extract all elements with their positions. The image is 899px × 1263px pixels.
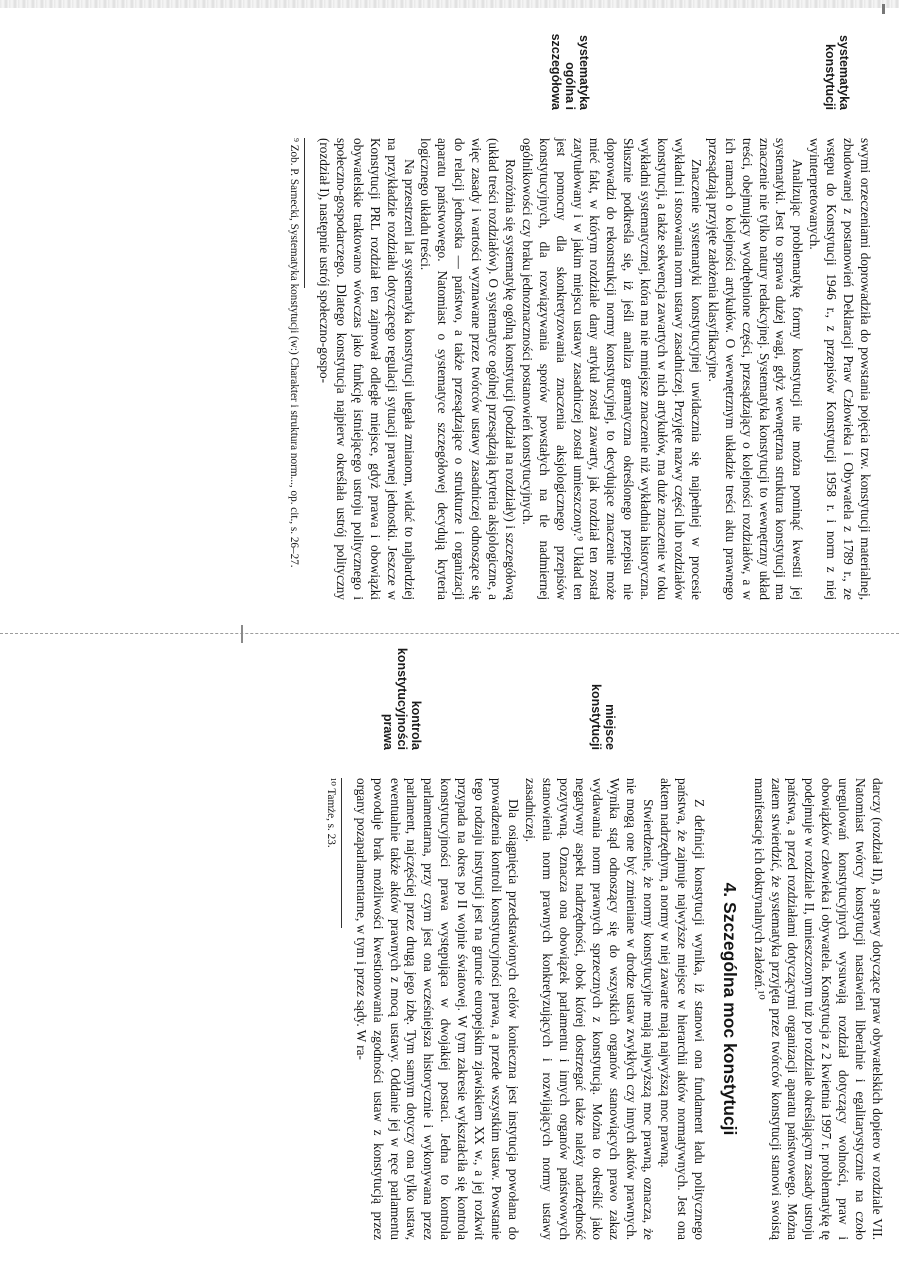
footnote: ¹⁰ Tamże, s. 23. xyxy=(324,778,337,848)
page-fold-line xyxy=(0,633,899,634)
upper-page xyxy=(0,0,899,620)
paragraph: Stwierdzenie, że normy konstytucyjne mają najwyższą moc prawną, oznacza, że nie mogą one być zmieniane w drodze ustaw zwykłych czy innych aktów prawnych. Wynika stąd odnoszący się do wszystkich organów stanowiących prawo zakaz wydawania norm prawnych sprzecznych z konstytucją. Można to określić jako negatywny aspekt nadrzędności, obok której dostrzegać także należy nadrzędność pozytywną. Oznacza ona obowiązek parlamentu i innych organów państwowych stanowienia norm prawnych konkretyzujących i rozwijających normy ustawy zasadniczej. xyxy=(522,778,657,1240)
footnote-rule xyxy=(341,778,342,928)
section-heading: 4. Szczególna moc konstytucji xyxy=(719,882,740,1136)
paragraph: Znaczenie systematyki konstytucyjnej uwidacznia się najpełniej w procesie wykładni i stosowania norm ustawy zasadniczej. Przyjęte nazwy części lub rozdziałów konstytucji, a także sekwencja zawartych w nich artykułów, ma duże znaczenie w toku wykładni systematycznej, która ma nie mniejsze znaczenie niż wykładnia historyczna. Słusznie podkreśla się, iż jeśli analiza gramatyczna określonego przepisu nie doprowadzi do rekonstrukcji normy konstytucyjnej, to decydujące znaczenie może mieć fakt, w którym rozdziale dany artykuł został zawarty, jak rozdział ten został zatytułowany i w jakim miejscu ustawy zasadniczej został umieszczony.⁹ Układ ten jest pomocny dla skonkretyzowania znaczenia aksjologicznego przepisów konstytucyjnych, dla rozwiązywania sporów powstałych na tle nadmiernej ogólnikowości czy braku jednoznaczności postanowień konstytucyjnych. xyxy=(519,138,704,600)
footnote-rule xyxy=(304,138,305,288)
paragraph: Na przestrzeni lat systematyka konstytucji ulegała zmianom, widać to najbardziej na przykładzie rozdziału dotyczącego regulacji sytuacji prawnej jednostki. Jeszcze w Konstytucji PRL rozdział ten zajmował odległe miejsce, gdyż prawa i obowiązki obywatelskie traktowano wówczas jako funkcję istniejącego ustroju politycznego i społeczno-gospodarczego. Dlatego konstytucja najpierw określała ustrój polityczny (rozdział I), następnie ustrój społeczno-gospo- xyxy=(317,138,417,600)
lower-page xyxy=(0,640,899,1260)
paragraph: Analizując problematykę formy konstytucji nie można pominąć kwestii jej systematyki. Jest to sprawa dużej wagi, gdyż wewnętrzna struktura konstytucji ma znaczenie nie tylko natury redakcyjnej. Systematyka konstytucji to wewnętrzny układ treści, obejmujący wyodrębnione części, przesądzający o kolejności rozdziałów, a w ich ramach o kolejności artykułów. O wewnętrznym układzie treści aktu prawnego przesądzają przyjęte założenia klasyfikacyjne. xyxy=(705,138,806,600)
upper-page-body xyxy=(287,138,873,600)
lower-page-body xyxy=(323,778,885,1240)
footnote: ⁹ Zob. P. Sarnecki, Systematyka konstytucji (w:) Charakter i struktura norm..., op. cit., s. 26–27. xyxy=(288,138,301,568)
paragraph: darczy (rozdział II), a sprawy dotyczące praw obywatelskich dopiero w rozdziale VII. Natomiast twórcy konstytucji nastawieni liberalnie i egalitarystycznie na czoło uregulowań konstytucyjnych wysuwają rozdział dotyczący wolności, praw i obowiązków człowieka i obywatela. Konstytucja z 2 kwietnia 1997 r. problematykę tę podejmuje w rozdziale II, umieszczonym tuż po rozdziale określającym zasady ustroju państwa, a przed rozdziałami dotyczącymi organizacji aparatu państwowego. Można zatem stwierdzić, że systematyka przyjęta przez twórców konstytucji stanowi swoistą manifestację ich doktrynalnych założeń.¹⁰ xyxy=(751,778,885,1240)
margin-note-systematyka-konstytucji: systematyka konstytucji xyxy=(823,34,851,110)
margin-note-kontrola-konstytucyjnosci: kontrola konstytucyjności prawa xyxy=(381,647,423,750)
margin-note-miejsce-konstytucji: miejsce konstytucji xyxy=(589,684,617,750)
margin-note-systematyka-ogolna: systematyka ogólna i szczegółowa xyxy=(549,33,591,110)
paragraph: Z definicji konstytucji wynika, iż stanowi ona fundament ładu politycznego państwa, że zajmuje najwyższe miejsce w hierarchii aktów normatywnych. Jest ona aktem nadrzędnym, a normy w niej zawarte mają najwyższą moc prawną. xyxy=(658,778,707,1240)
paragraph: Rozróżnia się systematykę ogólną konstytucji (podział na rozdziały) i szczegółową (układ treści rozdziałów). O systematyce ogólnej przesądzają kryteria aksjologiczne, a więc zasady i wartości wyznawane przez twórców ustawy zasadniczej odnoszące się do relacji jednostka — państwo, a także przesądzające o strukturze i organizacji aparatu państwowego. Natomiast o systematyce szczegółowej decydują kryteria logicznego układu treści. xyxy=(418,138,518,600)
paragraph: Dla osiągnięcia przedstawionych celów konieczna jest instytucja powołana do prowadzenia kontroli konstytucyjności prawa, a przede wszystkim ustaw. Powstanie tego rodzaju instytucji jest na gruncie europejskim zjawiskiem XX w., a jej rozkwit przypada na okres po II wojnie światowej. W tym zakresie wykształciła się kontrola konstytucyjności prawa występująca w dwojakiej postaci. Jedna to kontrola parlamentarna, przy czym jest ona wcześniejsza historycznie i wykonywana przez parlament, najczęściej przez drugą jego izbę. Tym samym dotyczy ona tylko ustaw, ewentualnie także aktów prawnych z mocą ustawy. Oddanie jej w ręce parlamentu powoduje brak możliwości kwestionowania zgodności ustaw z konstytucją przez organy pozaparlamentarne, w tym i przez sądy. W ra- xyxy=(353,778,521,1240)
paragraph: swymi orzeczeniami doprowadziła do powstania pojęcia tzw. konstytucji materialnej, zbudowanej z postanowień Deklaracji Praw Człowieka i Obywatela z 1789 r., ze wstępu do Konstytucji 1946 r., z przepisów Konstytucji 1958 r. i norm z niej wyinterpretowanych. xyxy=(807,138,873,600)
